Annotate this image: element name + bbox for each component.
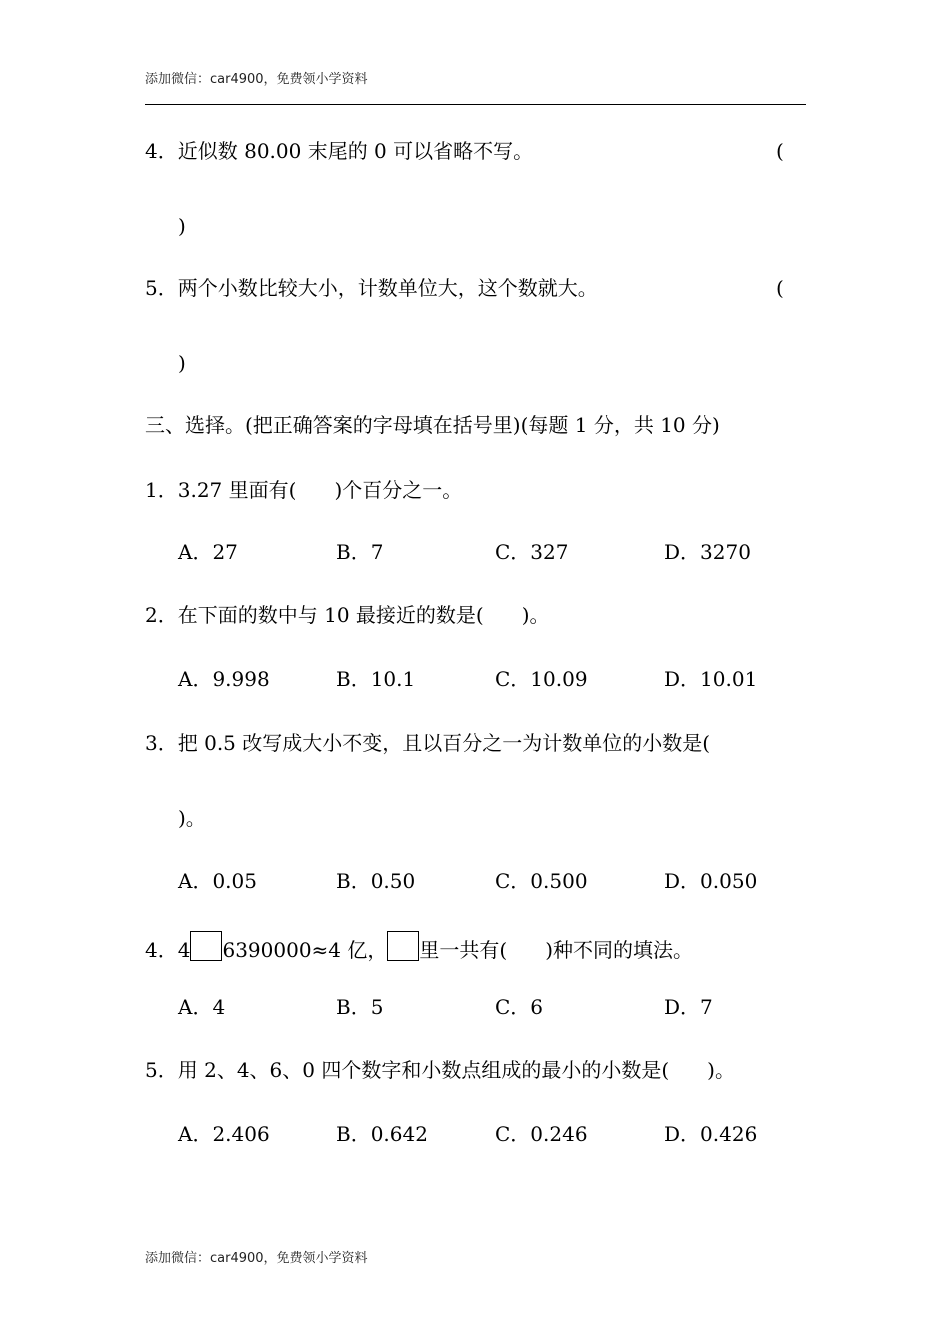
option-c[interactable]: C．0.246	[495, 1122, 588, 1146]
question-text-end: )。	[521, 603, 550, 627]
option-a[interactable]: A．0.05	[178, 869, 257, 893]
judge-text: 近似数 80.00 末尾的 0 可以省略不写。	[177, 139, 534, 163]
question-text: 6390000≈4 亿，	[222, 938, 388, 962]
option-d[interactable]: D．0.050	[664, 869, 758, 893]
question-text: 在下面的数中与 10 最接近的数是(	[177, 603, 484, 627]
blank-square	[387, 931, 419, 961]
section-title: 三、选择。(把正确答案的字母填在括号里)(每题 1 分，共 10 分)	[145, 413, 720, 437]
page-footer: 添加微信：car4900，免费领小学资料	[145, 1251, 368, 1266]
question-3	[145, 731, 710, 755]
option-b[interactable]: B．10.1	[336, 667, 416, 691]
judge-text: 两个小数比较大小，计数单位大，这个数就大。	[177, 276, 598, 300]
option-b[interactable]: B．7	[336, 540, 384, 564]
question-num: 5．	[145, 1058, 178, 1082]
question-text-end: )种不同的填法。	[545, 938, 694, 962]
option-d[interactable]: D．3270	[664, 540, 751, 564]
option-b[interactable]: B．0.50	[336, 869, 416, 893]
option-a[interactable]: A．9.998	[178, 667, 270, 691]
question-num: 4．	[145, 938, 178, 962]
option-a[interactable]: A．4	[178, 995, 226, 1019]
question-num: 3．	[145, 731, 178, 755]
option-b[interactable]: B．5	[336, 995, 384, 1019]
blank-square	[190, 931, 222, 961]
option-d[interactable]: D．10.01	[664, 667, 758, 691]
option-c[interactable]: C．327	[495, 540, 569, 564]
option-c[interactable]: C．0.500	[495, 869, 588, 893]
question-4	[145, 931, 693, 962]
option-b[interactable]: B．0.642	[336, 1122, 428, 1146]
option-a[interactable]: A．2.406	[178, 1122, 270, 1146]
question-text: 用 2、4、6、0 四个数字和小数点组成的最小的小数是(	[177, 1058, 670, 1082]
judge-item-5	[145, 276, 598, 300]
question-3-cont[interactable]: )。	[178, 806, 206, 830]
header-rule	[145, 104, 806, 105]
option-a[interactable]: A．27	[178, 540, 238, 564]
question-num: 2．	[145, 603, 178, 627]
judge-answer-open[interactable]: (	[776, 139, 784, 163]
question-text: 4	[177, 938, 191, 962]
question-text: 把 0.5 改写成大小不变，且以百分之一为计数单位的小数是(	[177, 731, 711, 755]
question-num: 1．	[145, 478, 178, 502]
judge-num: 4．	[145, 139, 178, 163]
question-5	[145, 1058, 735, 1082]
question-2	[145, 603, 550, 627]
judge-item-4	[145, 139, 533, 163]
page-header: 添加微信：car4900，免费领小学资料	[145, 72, 368, 87]
question-text: 里一共有(	[419, 938, 508, 962]
option-d[interactable]: D．7	[664, 995, 713, 1019]
question-text-end: )个百分之一。	[334, 478, 463, 502]
question-text: 3.27 里面有(	[177, 478, 297, 502]
judge-num: 5．	[145, 276, 178, 300]
judge-answer-close: )	[178, 214, 186, 238]
option-d[interactable]: D．0.426	[664, 1122, 758, 1146]
judge-answer-open[interactable]: (	[776, 276, 784, 300]
option-c[interactable]: C．10.09	[495, 667, 588, 691]
option-c[interactable]: C．6	[495, 995, 544, 1019]
question-text-end: )。	[707, 1058, 735, 1082]
question-1	[145, 478, 462, 502]
judge-answer-close: )	[178, 351, 186, 375]
